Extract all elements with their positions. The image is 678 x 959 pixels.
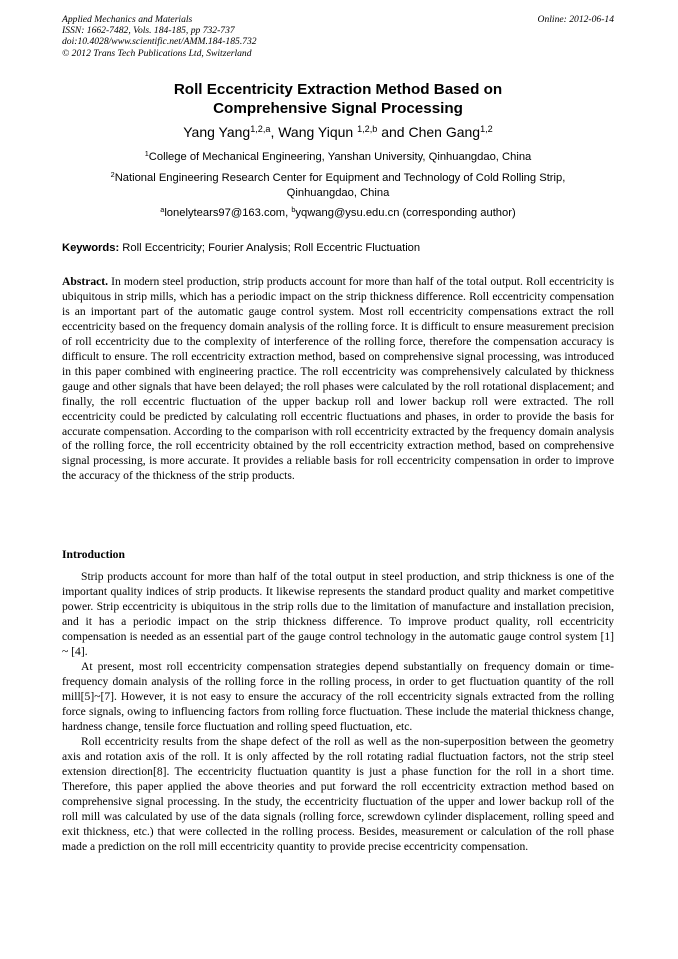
abstract-text: In modern steel production, strip products account for more than half of the total output. Roll eccentricity is ubiquitous in strip mills, which has a periodic impact on the strip thickness difference. Roll eccentricity compensation is an important part of the automatic gauge control system. Most roll eccentricity compensations extract the roll eccentricity based on the frequency domain analysis of the rolling force. It is difficult to ensure measurement precision of roll eccentricity due to the complexity of interference of the rolling force, therefore the compensation accuracy is difficult to ensure. The roll eccentricity extraction method, based on comprehensive signal processing, was introduced in this paper combined with engineering practice. The roll eccentricity was comprehensively calculated by thickness gauge and other signals that have been delayed; the roll phases were calculated by the roll rotational displacement; and finally, the roll eccentric fluctuation of the upper backup roll and lower backup roll were extracted. The roll eccentricity could be predicted by calculating roll eccentric fluctuations and phases, in order to provide the basis for accurate compensation. According to the comparison with roll eccentricity extracted by the frequency domain analysis of the rolling force, the roll eccentricity obtained by the roll eccentricity extraction method, based on comprehensive signal processing, is more accurate. It provides a reliable basis for roll eccentricity compensation in order to improve the accuracy of the thickness of the strip products. bbox=[62, 275, 614, 483]
author-separator: and bbox=[377, 124, 409, 140]
affiliation-2 bbox=[62, 171, 614, 200]
online-date: Online: 2012-06-14 bbox=[537, 14, 614, 25]
doi-line: doi:10.4028/www.scientific.net/AMM.184-185.732 bbox=[62, 36, 257, 48]
intro-paragraph: At present, most roll eccentricity compensation strategies depend substantially on frequency domain or time-frequency domain analysis of the rolling force in the rolling process, in order to get fluctuation quantity of the roll mill[5]~[7]. However, it is not easy to ensure the accuracy of the roll eccentricity signals extracted from the rolling force signals, owing to influencing factors from rolling force fluctuation. These include the material thickness change, hardness change, tensile force fluctuation and rolling speed fluctuation, etc. bbox=[62, 660, 614, 733]
section-heading-introduction: Introduction bbox=[62, 548, 125, 561]
abstract-label: Abstract. bbox=[62, 275, 109, 288]
affiliation-text-line-2: Qinhuangdao, China bbox=[286, 186, 390, 199]
email-sup-b: b bbox=[291, 204, 296, 214]
intro-paragraph: Strip products account for more than half of the total output in steel production, and strip thickness is one of the important quality indices of strip products. It likewise represents the standard product quality and market competitive power. Strip eccentricity is ubiquitous in the strip rolls due to the limitation of manufacture and installation precision, and it has a periodic impact on the strip thickness difference. To improve product quality, roll eccentricity compensation is needed as an essential part of the gauge control technology in the automatic gauge control system [1] ~ [4]. bbox=[62, 570, 614, 658]
keywords bbox=[62, 241, 614, 255]
email-a: lonelytears97@163.com, bbox=[164, 207, 292, 219]
author-separator: , bbox=[270, 124, 279, 140]
keywords-text: Roll Eccentricity; Fourier Analysis; Roll Eccentric Fluctuation bbox=[119, 242, 421, 254]
journal-header bbox=[62, 14, 614, 59]
intro-paragraph: Roll eccentricity results from the shape defect of the roll as well as the non-superposition between the geometry axis and rotation axis of the roll. It is only affected by the roll rotating radial fluctuation factors, not the strip steel extension direction[8]. The eccentricity fluctuation quantity is just a phase function for the roll in a short time. Therefore, this paper applied the above theories and put forward the roll eccentricity extraction method based on comprehensive signal processing. In the study, the eccentricity fluctuation of the upper and lower backup roll of the roll mill was calculated by use of the data signals (rolling force, screwdown cylinder displacement, rolling speed and exit thickness, etc.) that were collected in the rolling process. Besides, measurement or calculation of the roll phase made a prediction on the roll mill eccentricity quantity to provide precise eccentricity compensation. bbox=[62, 735, 614, 853]
author-affiliation-sup: 1,2,b bbox=[357, 123, 378, 134]
affiliation-text: National Engineering Research Center for Equipment and Technology of Cold Rolling Strip, bbox=[114, 172, 566, 184]
affiliation-1 bbox=[62, 150, 614, 165]
email-sup-a: a bbox=[160, 204, 165, 214]
introduction-body bbox=[62, 569, 614, 854]
author-name: Chen Gang bbox=[408, 124, 481, 140]
keywords-label: Keywords: bbox=[62, 242, 120, 254]
email-b: yqwang@ysu.edu.cn (corresponding author) bbox=[295, 207, 516, 219]
affiliation-number: 2 bbox=[110, 169, 115, 179]
affiliation-text: College of Mechanical Engineering, Yanshan University, Qinhuangdao, China bbox=[148, 151, 532, 163]
issn-line: ISSN: 1662-7482, Vols. 184-185, pp 732-737 bbox=[62, 25, 235, 37]
paper-title bbox=[62, 80, 614, 118]
author-affiliation-sup: 1,2 bbox=[480, 123, 493, 134]
copyright-line: © 2012 Trans Tech Publications Ltd, Switzerland bbox=[62, 47, 252, 59]
abstract bbox=[62, 275, 614, 484]
affiliation-number: 1 bbox=[144, 148, 149, 158]
author-list bbox=[62, 123, 614, 141]
title-line-2: Comprehensive Signal Processing bbox=[213, 100, 463, 117]
author-emails bbox=[62, 206, 614, 221]
author-affiliation-sup: 1,2,a bbox=[250, 123, 271, 134]
author-name: Wang Yiqun bbox=[278, 124, 358, 140]
author-name: Yang Yang bbox=[183, 124, 251, 140]
title-line-1: Roll Eccentricity Extraction Method Based on bbox=[173, 81, 503, 98]
journal-name: Applied Mechanics and Materials bbox=[62, 14, 193, 25]
